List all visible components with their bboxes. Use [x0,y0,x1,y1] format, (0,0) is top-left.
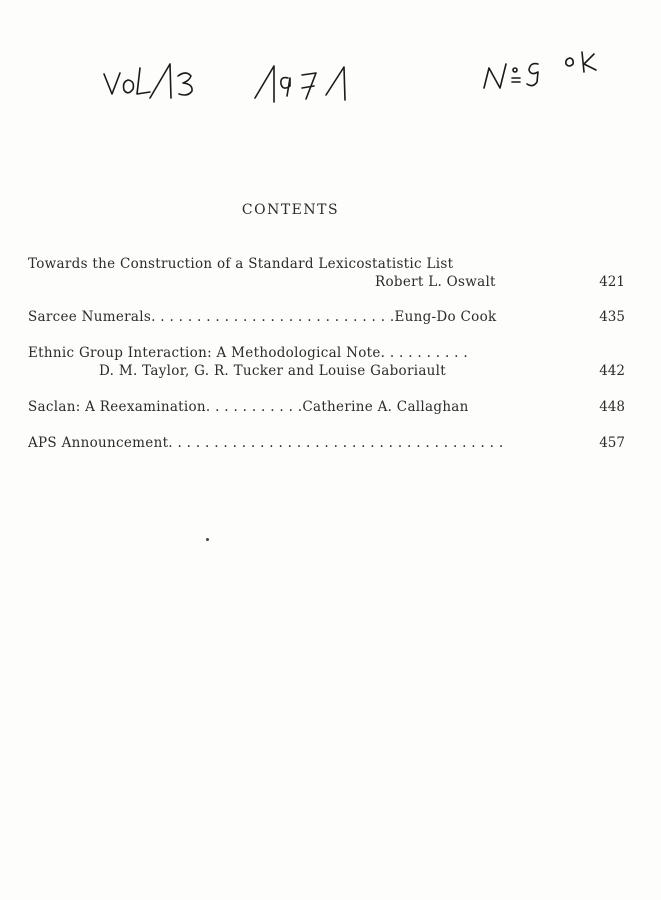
entry-title: Ethnic Group Interaction: A Methodological Note. . . . . . . . . . [28,345,468,361]
entry-title: Towards the Construction of a Standard Lexicostatistic List [28,256,454,272]
entry-page: 457 [599,435,625,451]
entry-title: APS Announcement. . . . . . . . . . . . . . . . . . . . . . . . . . . . . . . . . . . . . [28,435,504,451]
entry-page: 421 [599,274,625,290]
handwriting-volume: VoL 13 [0,40,4,41]
entry-author: Robert L. Oswalt [375,274,496,290]
scan-speck [206,538,209,541]
handwritten-annotation [0,40,661,120]
entry-page: 448 [599,399,625,415]
entry-author: D. M. Taylor, G. R. Tucker and Louise Gaboriault [99,363,447,379]
entry-page: 442 [599,363,625,379]
contents-heading: CONTENTS [241,202,340,218]
entry-title: Sarcee Numerals. . . . . . . . . . . . . . . . . . . . . . . . . . .Eung-Do Cook [28,309,497,325]
entry-page: 435 [599,309,625,325]
entry-title: Saclan: A Reexamination. . . . . . . . . . .Catherine A. Callaghan [28,399,469,415]
